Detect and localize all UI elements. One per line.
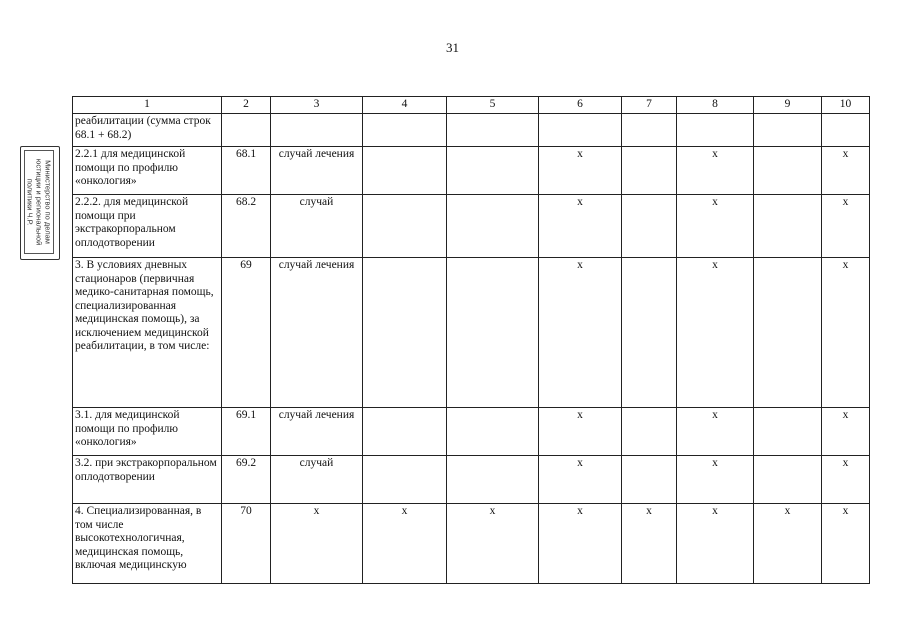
value-cell-col9 xyxy=(754,114,822,147)
value-cell-col10: х xyxy=(822,456,870,504)
value-cell-col4 xyxy=(363,147,447,195)
header-cell: 7 xyxy=(622,97,677,114)
value-cell-col8: х xyxy=(677,195,754,258)
value-cell-col7 xyxy=(622,456,677,504)
value-cell-col9 xyxy=(754,258,822,408)
table-row xyxy=(73,195,870,258)
volumes-table xyxy=(72,96,870,584)
value-cell-col9 xyxy=(754,408,822,456)
header-cell: 9 xyxy=(754,97,822,114)
value-cell-col6: х xyxy=(539,408,622,456)
header-cell: 4 xyxy=(363,97,447,114)
row-name-cell: 2.2.2. для медицинской помощи при экстракорпоральном оплодотворении xyxy=(73,195,222,258)
stamp-inner-frame xyxy=(24,150,54,254)
value-cell-col5 xyxy=(447,195,539,258)
value-cell-col9 xyxy=(754,147,822,195)
value-cell-col4 xyxy=(363,195,447,258)
row-code-cell: 68.2 xyxy=(222,195,271,258)
value-cell-col7 xyxy=(622,114,677,147)
table-row xyxy=(73,258,870,408)
value-cell-col5 xyxy=(447,258,539,408)
table-body xyxy=(73,97,870,584)
row-unit-cell: х xyxy=(271,504,363,584)
value-cell-col5 xyxy=(447,147,539,195)
table-row xyxy=(73,147,870,195)
header-cell: 3 xyxy=(271,97,363,114)
value-cell-col4 xyxy=(363,408,447,456)
row-unit-cell: случай лечения xyxy=(271,408,363,456)
value-cell-col7 xyxy=(622,258,677,408)
row-unit-cell: случай лечения xyxy=(271,147,363,195)
value-cell-col10: х xyxy=(822,195,870,258)
value-cell-col6 xyxy=(539,114,622,147)
table-row xyxy=(73,456,870,504)
row-code-cell: 70 xyxy=(222,504,271,584)
value-cell-col9 xyxy=(754,195,822,258)
value-cell-col6: х xyxy=(539,504,622,584)
row-name-cell: 3. В условиях дневных стационаров (первичная медико-санитарная помощь, специализированная медицинская помощь), за исключением медицинской реабилитации, в том числе: xyxy=(73,258,222,408)
table-row xyxy=(73,114,870,147)
row-unit-cell: случай xyxy=(271,456,363,504)
value-cell-col9: х xyxy=(754,504,822,584)
registration-stamp xyxy=(20,146,60,260)
value-cell-col9 xyxy=(754,456,822,504)
value-cell-col5 xyxy=(447,114,539,147)
header-cell: 2 xyxy=(222,97,271,114)
row-name-cell: 3.1. для медицинской помощи по профилю «онкология» xyxy=(73,408,222,456)
table-row xyxy=(73,408,870,456)
value-cell-col10: х xyxy=(822,504,870,584)
table-header-row xyxy=(73,97,870,114)
value-cell-col8: х xyxy=(677,408,754,456)
row-name-cell: 2.2.1 для медицинской помощи по профилю «онкология» xyxy=(73,147,222,195)
row-unit-cell: случай лечения xyxy=(271,258,363,408)
value-cell-col5 xyxy=(447,456,539,504)
row-name-cell: 3.2. при экстракорпоральном оплодотворении xyxy=(73,456,222,504)
value-cell-col8 xyxy=(677,114,754,147)
value-cell-col8: х xyxy=(677,147,754,195)
page-number: 31 xyxy=(446,40,459,55)
row-unit-cell: случай xyxy=(271,195,363,258)
header-cell: 5 xyxy=(447,97,539,114)
row-code-cell: 69.2 xyxy=(222,456,271,504)
value-cell-col8: х xyxy=(677,504,754,584)
value-cell-col5: х xyxy=(447,504,539,584)
header-cell: 8 xyxy=(677,97,754,114)
stamp-line-1: Министерство по делам xyxy=(43,160,53,244)
value-cell-col4 xyxy=(363,456,447,504)
value-cell-col10 xyxy=(822,114,870,147)
stamp-line-3: политики Ч.Р. xyxy=(25,178,35,226)
value-cell-col10: х xyxy=(822,147,870,195)
value-cell-col7: х xyxy=(622,504,677,584)
value-cell-col6: х xyxy=(539,147,622,195)
row-unit-cell xyxy=(271,114,363,147)
row-code-cell: 69.1 xyxy=(222,408,271,456)
stamp-line-2: юстиции и региональной xyxy=(34,158,44,246)
row-code-cell: 68.1 xyxy=(222,147,271,195)
header-cell: 1 xyxy=(73,97,222,114)
value-cell-col5 xyxy=(447,408,539,456)
row-name-cell: реабилитации (сумма строк 68.1 + 68.2) xyxy=(73,114,222,147)
value-cell-col4 xyxy=(363,258,447,408)
value-cell-col4 xyxy=(363,114,447,147)
value-cell-col4: х xyxy=(363,504,447,584)
value-cell-col6: х xyxy=(539,195,622,258)
value-cell-col8: х xyxy=(677,258,754,408)
value-cell-col7 xyxy=(622,147,677,195)
row-name-cell: 4. Специализированная, в том числе высокотехнологичная, медицинская помощь, включая медицинскую xyxy=(73,504,222,584)
value-cell-col6: х xyxy=(539,456,622,504)
table-row xyxy=(73,504,870,584)
value-cell-col10: х xyxy=(822,408,870,456)
row-code-cell: 69 xyxy=(222,258,271,408)
value-cell-col7 xyxy=(622,195,677,258)
value-cell-col8: х xyxy=(677,456,754,504)
value-cell-col7 xyxy=(622,408,677,456)
header-cell: 6 xyxy=(539,97,622,114)
value-cell-col10: х xyxy=(822,258,870,408)
row-code-cell xyxy=(222,114,271,147)
value-cell-col6: х xyxy=(539,258,622,408)
stamp-text xyxy=(26,151,53,253)
header-cell: 10 xyxy=(822,97,870,114)
